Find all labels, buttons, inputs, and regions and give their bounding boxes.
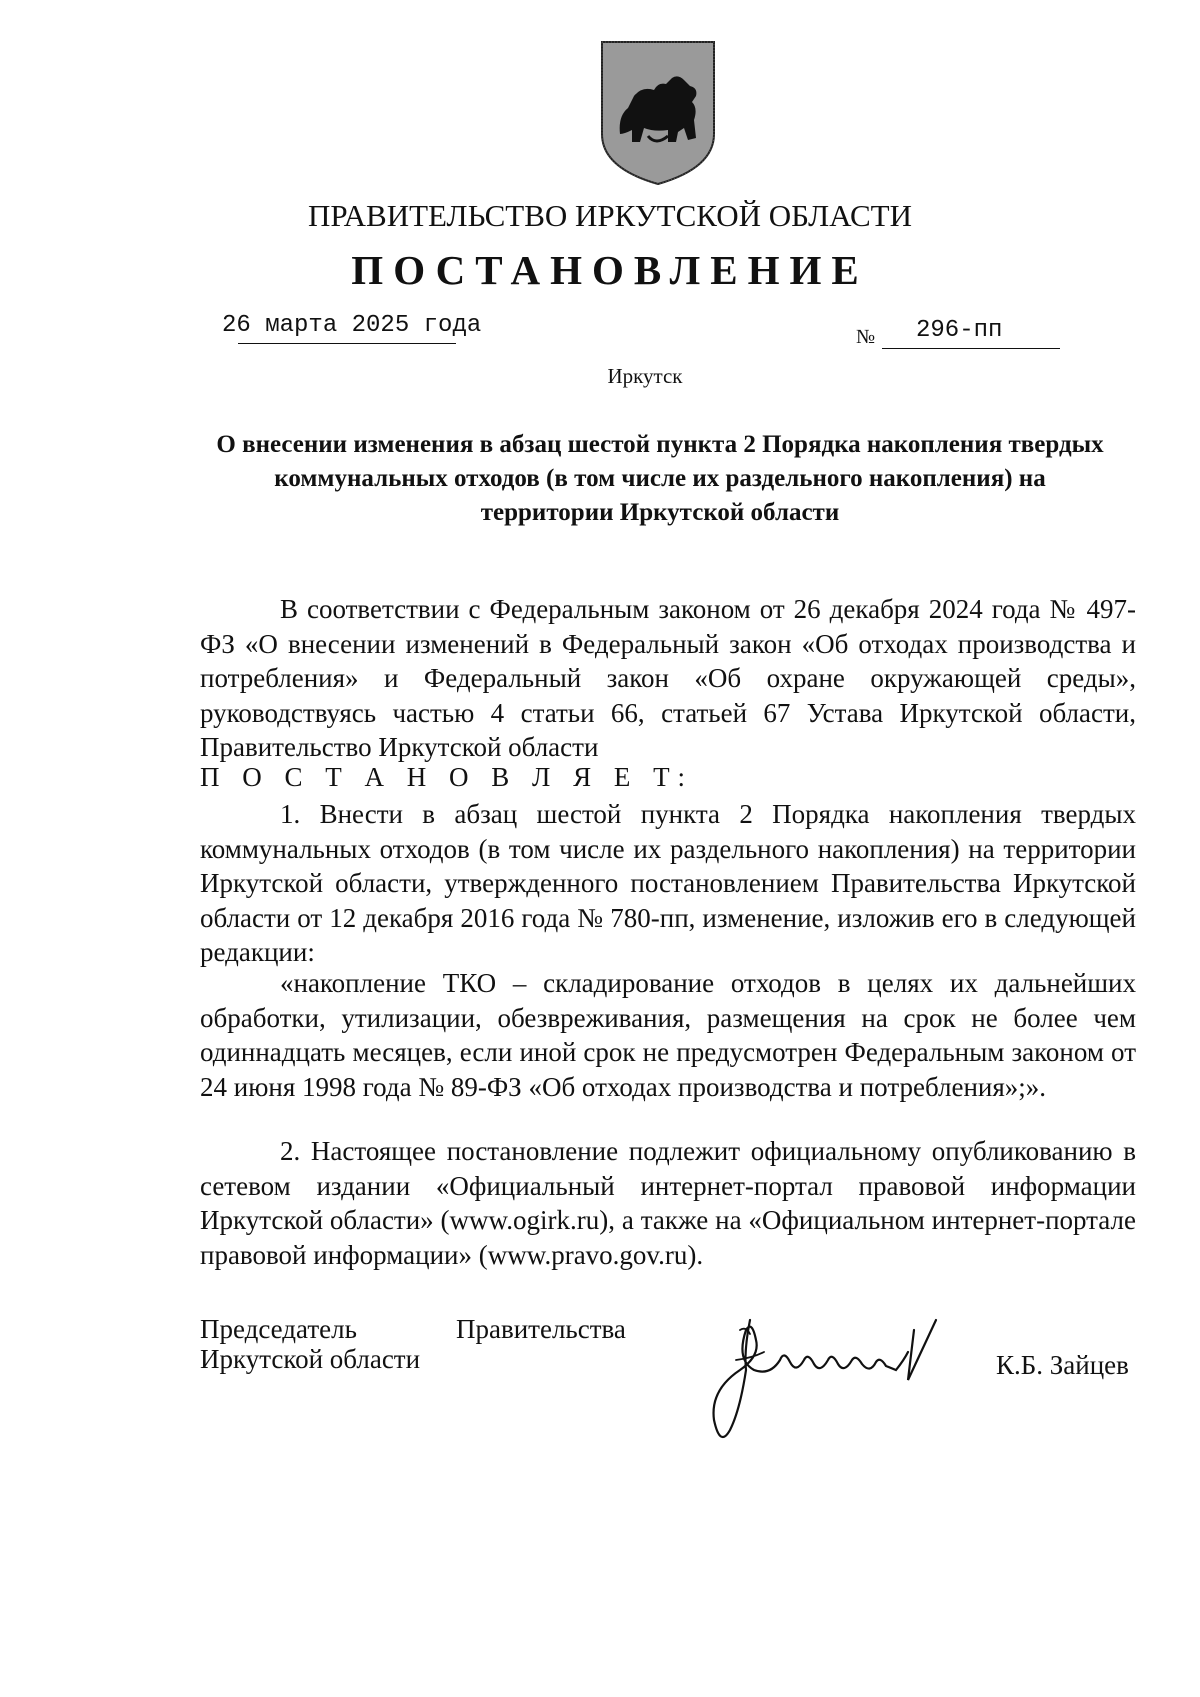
preamble-paragraph: В соответствии с Федеральным законом от 26 декабря 2024 года № 497-ФЗ «О внесении изменений в Федеральный закон «Об отходах производства и потребления» и Федеральный закон «Об охране окружающей среды», руководствуясь частью 4 статьи 66, статьей 67 Устава Иркутской области, Правительство Иркутской области <box>200 594 1136 762</box>
number-underline <box>882 348 1060 349</box>
coat-of-arms-icon <box>598 38 718 186</box>
government-name: ПРАВИТЕЛЬСТВО ИРКУТСКОЙ ОБЛАСТИ <box>307 198 912 233</box>
signatory-position-part3: Иркутской области <box>200 1344 421 1374</box>
resolves-heading: П О С Т А Н О В Л Я Е Т: <box>200 762 694 792</box>
document-type: ПОСТАНОВЛЕНИЕ <box>351 247 869 293</box>
item-1-paragraph: 1. Внести в абзац шестой пункта 2 Порядка накопления твердых коммунальных отходов (в том числе их раздельного накопления) на территории Иркутской области, утвержденного постановлением Правительства Иркутской области от 12 декабря 2016 года № 780-пп, изменение, изложив его в следующей редакции: <box>200 799 1136 967</box>
document-number: 296-пп <box>916 317 1003 344</box>
number-sign: № <box>856 326 876 348</box>
handwritten-signature <box>700 1300 960 1450</box>
quoted-definition-paragraph: «накопление ТКО – складирование отходов в целях их дальнейших обработки, утилизации, обезвреживания, размещения на срок не более чем одиннадцать месяцев, если иной срок не предусмотрен Федеральным законом от 24 июня 1998 года № 89-ФЗ «Об отходах производства и потребления»;». <box>200 968 1136 1102</box>
signatory-position-part1: Председатель <box>200 1314 357 1344</box>
date-underline <box>238 343 456 344</box>
document-date: 26 марта 2025 года <box>222 312 482 339</box>
signatory-position-part2: Правительства <box>456 1314 626 1344</box>
item-2-paragraph: 2. Настоящее постановление подлежит официальному опубликованию в сетевом издании «Официальный интернет-портал правовой информации Иркутской области» (www.ogirk.ru), а также на «Официальном интернет-портале правовой информации» (www.pravo.gov.ru). <box>200 1136 1136 1270</box>
city: Иркутск <box>607 364 683 388</box>
document-title: О внесении изменения в абзац шестой пункта 2 Порядка накопления твердых коммунальных отходов (в том числе их раздельного накопления) на территории Иркутской области <box>216 431 1104 526</box>
signatory-name: К.Б. Зайцев <box>996 1350 1129 1380</box>
